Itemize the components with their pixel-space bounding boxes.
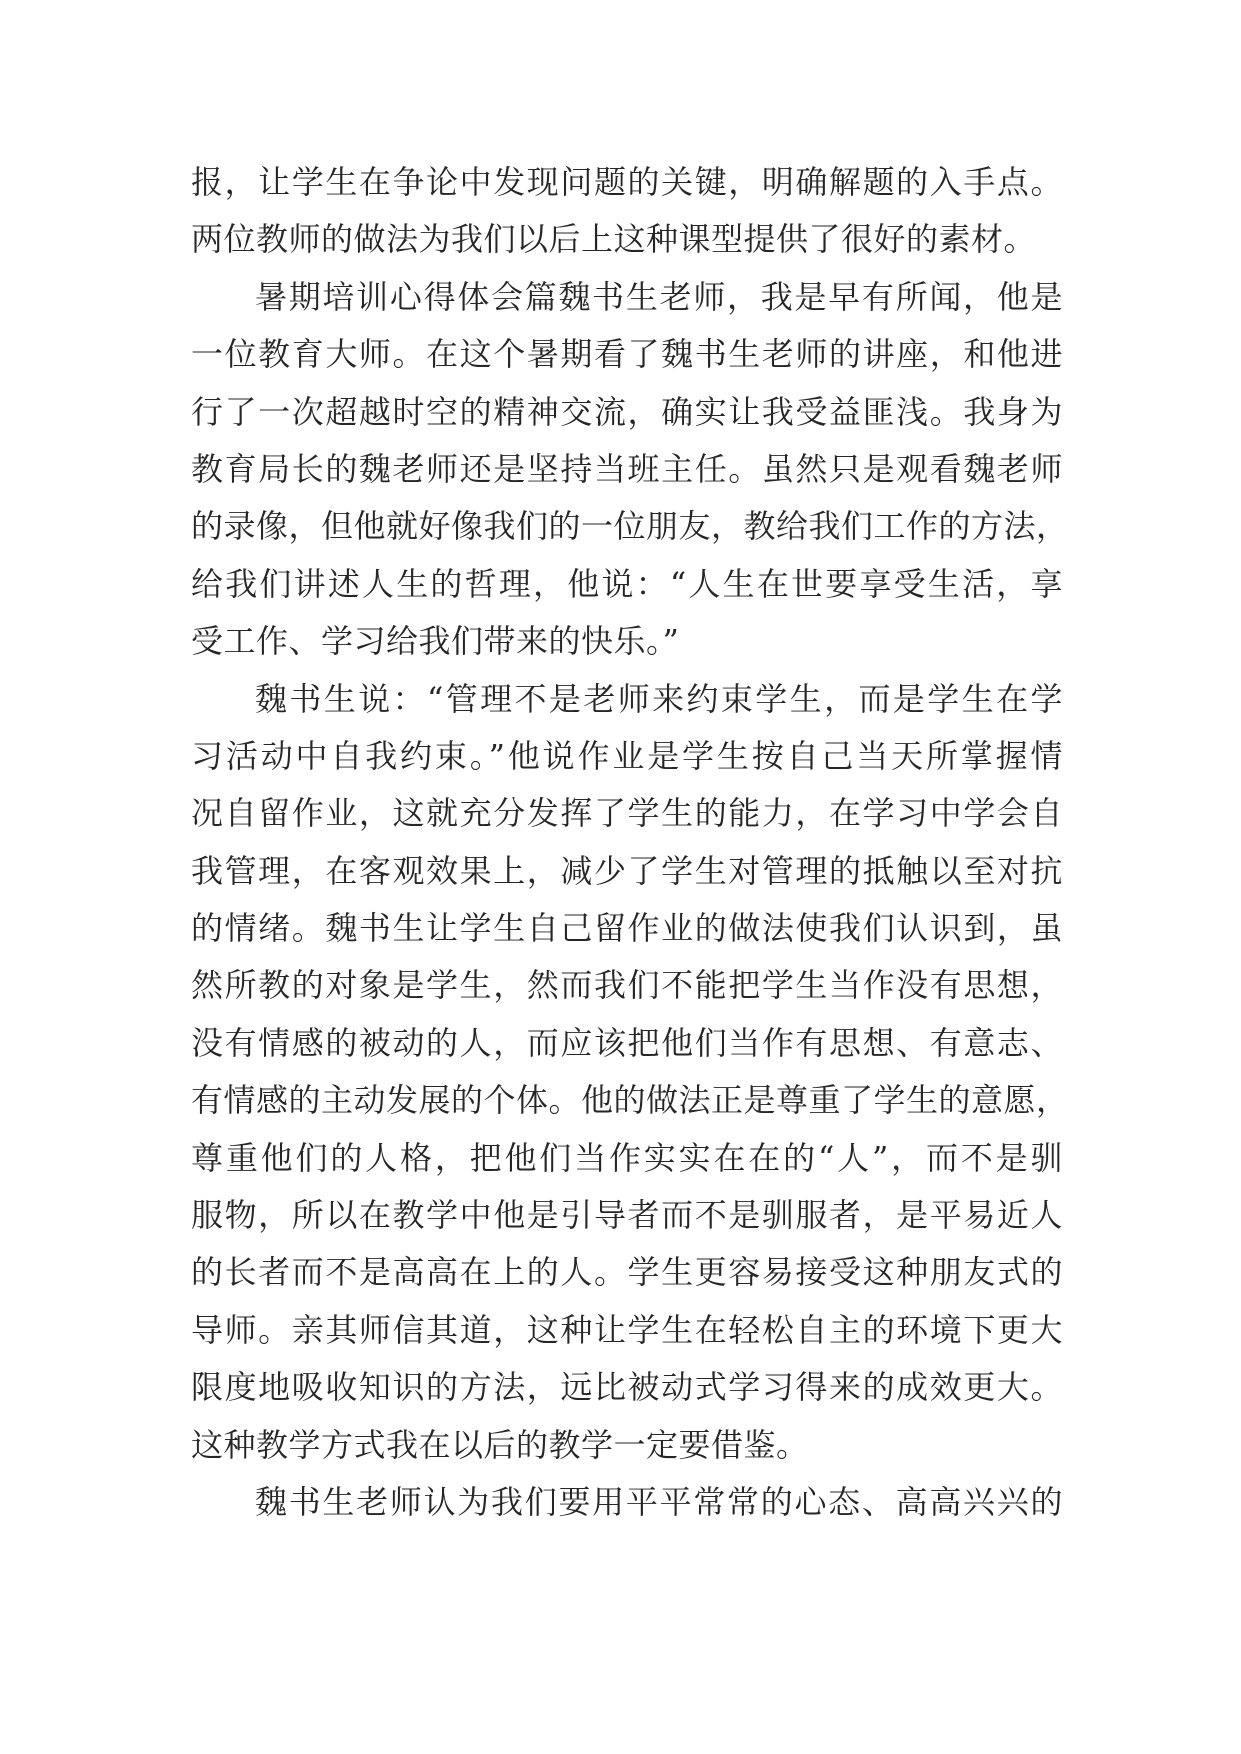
text-line: 习活动中自我约束。”他说作业是学生按自己当天所掌握情 bbox=[191, 736, 1063, 775]
text-line: 服物，所以在教学中他是引导者而不是驯服者，是平易近人 bbox=[191, 1196, 1063, 1235]
paragraph-first-line: 魏书生说：“管理不是老师来约束学生，而是学生在学 bbox=[255, 679, 1063, 718]
text-line: 尊重他们的人格，把他们当作实实在在的“人”，而不是驯 bbox=[191, 1138, 1063, 1177]
text-line: 没有情感的被动的人，而应该把他们当作有思想、有意志、 bbox=[191, 1023, 1063, 1062]
text-line: 一位教育大师。在这个暑期看了魏书生老师的讲座，和他进 bbox=[191, 335, 1063, 374]
paragraph-first-line: 魏书生老师认为我们要用平平常常的心态、高高兴兴的 bbox=[255, 1482, 1063, 1521]
text-line: 限度地吸收知识的方法，远比被动式学习得来的成效更大。 bbox=[191, 1368, 1063, 1407]
text-line: 导师。亲其师信其道，这种让学生在轻松自主的环境下更大 bbox=[191, 1310, 1063, 1349]
text-line: 我管理，在客观效果上，减少了学生对管理的抵触以至对抗 bbox=[191, 851, 1063, 890]
text-line: 教育局长的魏老师还是坚持当班主任。虽然只是观看魏老师 bbox=[191, 449, 1063, 488]
text-line: 这种教学方式我在以后的教学一定要借鉴。 bbox=[191, 1425, 809, 1464]
text-line: 给我们讲述人生的哲理，他说：“人生在世要享受生活，享 bbox=[191, 564, 1063, 603]
text-line: 的长者而不是高高在上的人。学生更容易接受这种朋友式的 bbox=[191, 1253, 1063, 1292]
text-line: 然所教的对象是学生，然而我们不能把学生当作没有思想， bbox=[191, 966, 1063, 1005]
text-line: 受工作、学习给我们带来的快乐。” bbox=[191, 622, 680, 661]
text-line: 报，让学生在争论中发现问题的关键，明确解题的入手点。 bbox=[191, 163, 1063, 201]
text-line: 况自留作业，这就充分发挥了学生的能力，在学习中学会自 bbox=[191, 794, 1063, 833]
text-line: 两位教师的做法为我们以后上这种课型提供了很好的素材。 bbox=[191, 220, 1037, 259]
body-text bbox=[191, 154, 1069, 1531]
text-line: 的情绪。魏书生让学生自己留作业的做法使我们认识到，虽 bbox=[191, 909, 1063, 948]
text-line: 行了一次超越时空的精神交流，确实让我受益匪浅。我身为 bbox=[191, 392, 1063, 431]
text-line: 有情感的主动发展的个体。他的做法正是尊重了学生的意愿， bbox=[191, 1081, 1069, 1120]
paragraph-first-line: 暑期培训心得体会篇魏书生老师，我是早有所闻，他是 bbox=[255, 277, 1063, 316]
text-line: 的录像，但他就好像我们的一位朋友，教给我们工作的方法， bbox=[191, 507, 1069, 546]
